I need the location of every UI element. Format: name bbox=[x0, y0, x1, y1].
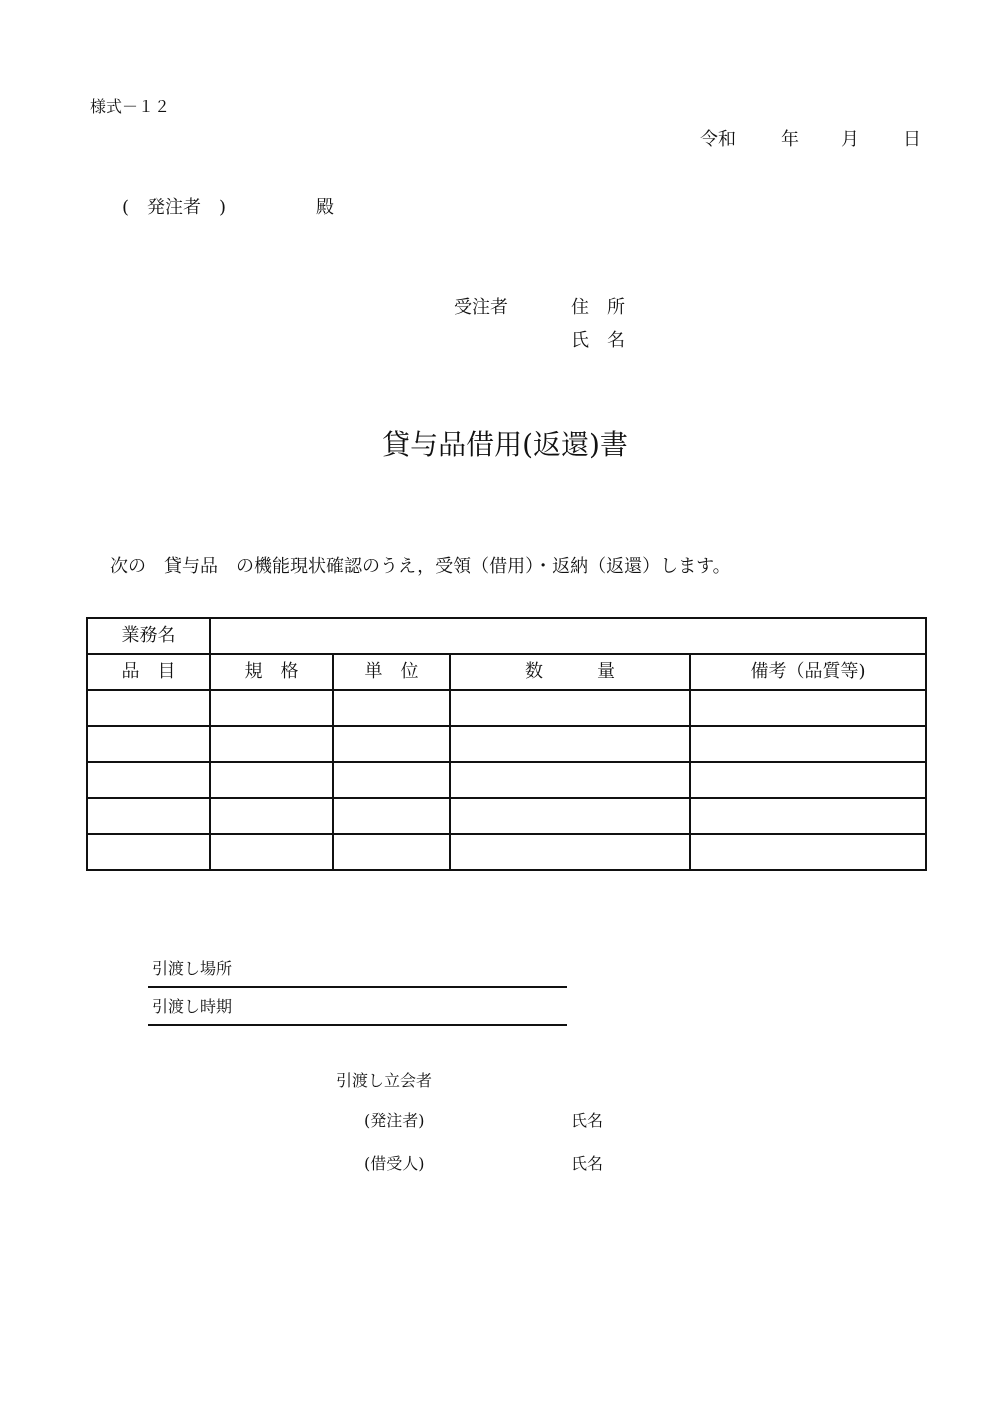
header-unit: 単 位 bbox=[333, 654, 450, 690]
quantity-cell[interactable] bbox=[450, 762, 690, 798]
unit-cell[interactable] bbox=[333, 690, 450, 726]
quantity-cell[interactable] bbox=[450, 798, 690, 834]
remarks-cell[interactable] bbox=[690, 690, 926, 726]
witness-orderer-name-label: 氏名 bbox=[571, 1111, 604, 1130]
table-row bbox=[87, 762, 926, 798]
remarks-cell[interactable] bbox=[690, 726, 926, 762]
date-month: 月 bbox=[841, 129, 859, 150]
contractor-label: 受注者 bbox=[454, 297, 508, 318]
remarks-cell[interactable] bbox=[690, 762, 926, 798]
date-year: 年 bbox=[781, 129, 799, 150]
header-remarks: 備考（品質等) bbox=[690, 654, 926, 690]
items-table bbox=[86, 617, 927, 871]
business-name-row bbox=[87, 618, 926, 654]
spec-cell[interactable] bbox=[210, 690, 333, 726]
remarks-cell[interactable] bbox=[690, 798, 926, 834]
form-number: 様式－１２ bbox=[90, 97, 171, 116]
quantity-cell[interactable] bbox=[450, 834, 690, 870]
date-line bbox=[700, 129, 921, 221]
quantity-cell[interactable] bbox=[450, 726, 690, 762]
handover-place-field[interactable] bbox=[148, 950, 567, 988]
contractor-address-label: 住 所 bbox=[571, 297, 625, 318]
business-name-label: 業務名 bbox=[87, 618, 210, 654]
item-cell[interactable] bbox=[87, 690, 210, 726]
table-row bbox=[87, 834, 926, 870]
date-era: 令和 bbox=[700, 129, 736, 150]
document-title: 貸与品借用(返還)書 bbox=[382, 428, 628, 461]
handover-time-field[interactable] bbox=[148, 988, 567, 1026]
remarks-cell[interactable] bbox=[690, 834, 926, 870]
spec-cell[interactable] bbox=[210, 834, 333, 870]
spec-cell[interactable] bbox=[210, 798, 333, 834]
unit-cell[interactable] bbox=[333, 762, 450, 798]
intro-sentence: 次の 貸与品 の機能現状確認のうえ，受領（借用）・返納（返還）します。 bbox=[110, 556, 731, 577]
date-day: 日 bbox=[903, 129, 921, 150]
unit-cell[interactable] bbox=[333, 834, 450, 870]
contractor-name-label: 氏 名 bbox=[571, 330, 625, 351]
unit-cell[interactable] bbox=[333, 798, 450, 834]
unit-cell[interactable] bbox=[333, 726, 450, 762]
item-cell[interactable] bbox=[87, 834, 210, 870]
witness-orderer-label: (発注者) bbox=[364, 1111, 425, 1130]
table-row bbox=[87, 726, 926, 762]
quantity-cell[interactable] bbox=[450, 690, 690, 726]
witness-borrower-name-label: 氏名 bbox=[571, 1154, 604, 1173]
witness-borrower-label: (借受人) bbox=[364, 1154, 425, 1173]
spec-cell[interactable] bbox=[210, 726, 333, 762]
handover-time-label: 引渡し時期 bbox=[152, 997, 233, 1016]
spec-cell[interactable] bbox=[210, 762, 333, 798]
table-row bbox=[87, 690, 926, 726]
header-item: 品 目 bbox=[87, 654, 210, 690]
handover-place-label: 引渡し場所 bbox=[152, 959, 233, 978]
table-row bbox=[87, 798, 926, 834]
business-name-field[interactable] bbox=[210, 618, 926, 654]
table-header-row bbox=[87, 654, 926, 690]
item-cell[interactable] bbox=[87, 798, 210, 834]
addressee: ( 発注者 ) 殿 bbox=[122, 197, 335, 218]
witness-label: 引渡し立会者 bbox=[336, 1071, 433, 1090]
header-quantity: 数 量 bbox=[450, 654, 690, 690]
item-cell[interactable] bbox=[87, 726, 210, 762]
header-spec: 規 格 bbox=[210, 654, 333, 690]
item-cell[interactable] bbox=[87, 762, 210, 798]
